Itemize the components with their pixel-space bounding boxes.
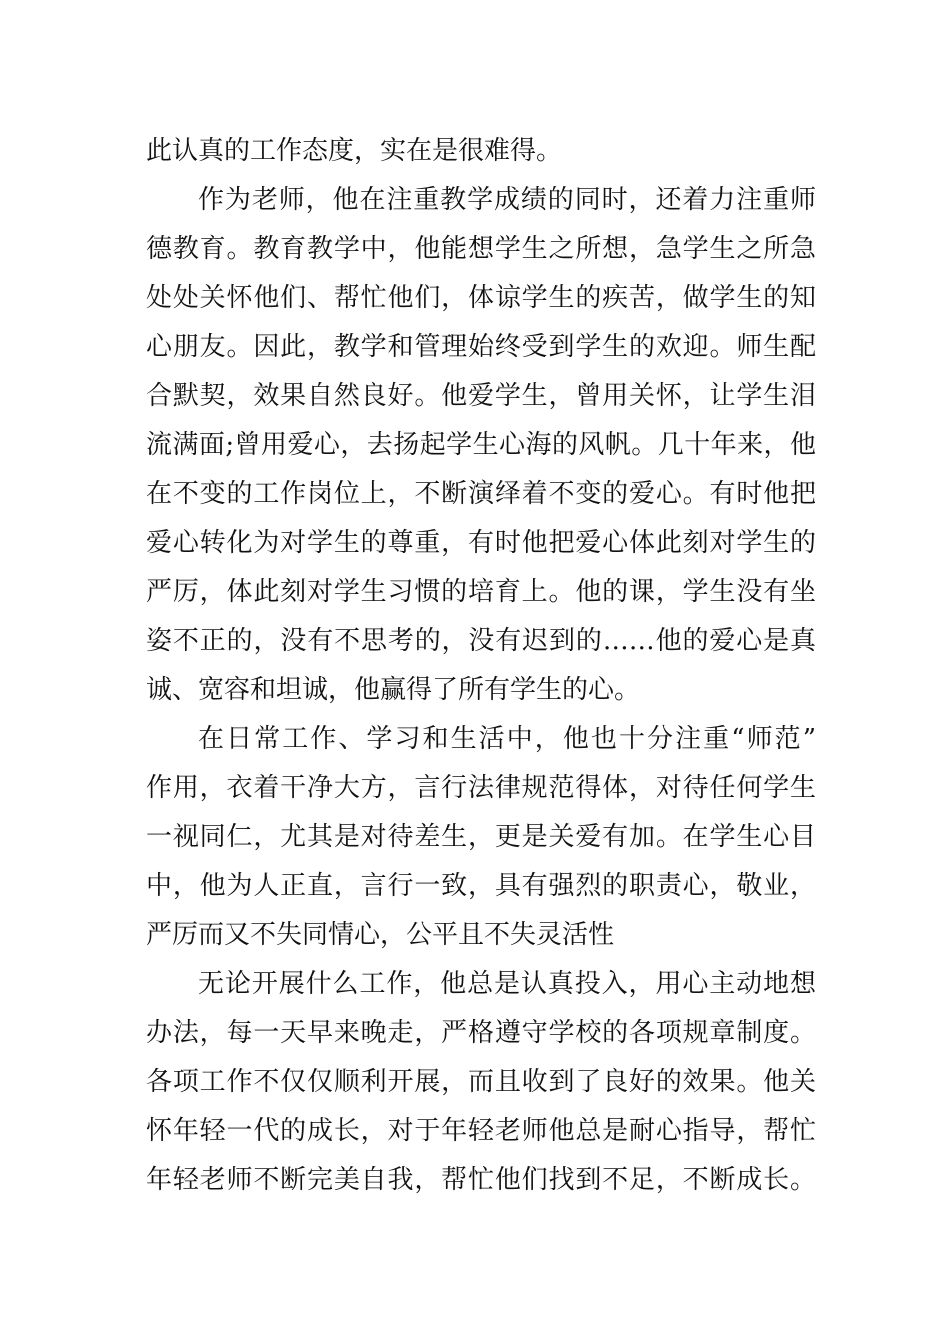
text-line: 怀年轻一代的成长，对于年轻老师他总是耐心指导，帮忙: [146, 1116, 816, 1146]
text-line: 各项工作不仅仅顺利开展，而且收到了良好的效果。他关: [146, 1067, 816, 1097]
text-line: 严厉，体此刻对学生习惯的培育上。他的课，学生没有坐: [146, 577, 816, 607]
text-line: 此认真的工作态度，实在是很难得。: [146, 136, 563, 166]
text-line: 处处关怀他们、帮忙他们，体谅学生的疾苦，做学生的知: [146, 283, 816, 313]
text-line: 年轻老师不断完美自我，帮忙他们找到不足，不断成长。: [146, 1165, 816, 1195]
text-line: 心朋友。因此，教学和管理始终受到学生的欢迎。师生配: [146, 332, 816, 362]
paragraph-first-line: 无论开展什么工作，他总是认真投入，用心主动地想: [198, 969, 816, 999]
text-line: 严厉而又不失同情心，公平且不失灵活性: [146, 920, 615, 950]
text-line: 中，他为人正直，言行一致，具有强烈的职责心，敬业，: [146, 871, 816, 901]
paragraph-first-line: 作为老师，他在注重教学成绩的同时，还着力注重师: [198, 185, 816, 215]
text-line: 德教育。教育教学中，他能想学生之所想，急学生之所急: [146, 234, 816, 264]
text-line: 作用，衣着干净大方，言行法律规范得体，对待任何学生: [146, 773, 816, 803]
text-line: 姿不正的，没有不思考的，没有迟到的……他的爱心是真: [146, 626, 816, 656]
text-line: 一视同仁，尤其是对待差生，更是关爱有加。在学生心目: [146, 822, 816, 852]
paragraph-first-line: 在日常工作、学习和生活中，他也十分注重“师范”: [198, 724, 816, 754]
text-line: 合默契，效果自然良好。他爱学生，曾用关怀，让学生泪: [146, 381, 816, 411]
text-line: 爱心转化为对学生的尊重，有时他把爱心体此刻对学生的: [146, 528, 816, 558]
text-line: 办法，每一天早来晚走，严格遵守学校的各项规章制度。: [146, 1018, 816, 1048]
text-line: 诚、宽容和坦诚，他赢得了所有学生的心。: [146, 675, 641, 705]
text-line: 在不变的工作岗位上，不断演绎着不变的爱心。有时他把: [146, 479, 816, 509]
text-line: 流满面;曾用爱心，去扬起学生心海的风帆。几十年来，他: [146, 430, 816, 460]
